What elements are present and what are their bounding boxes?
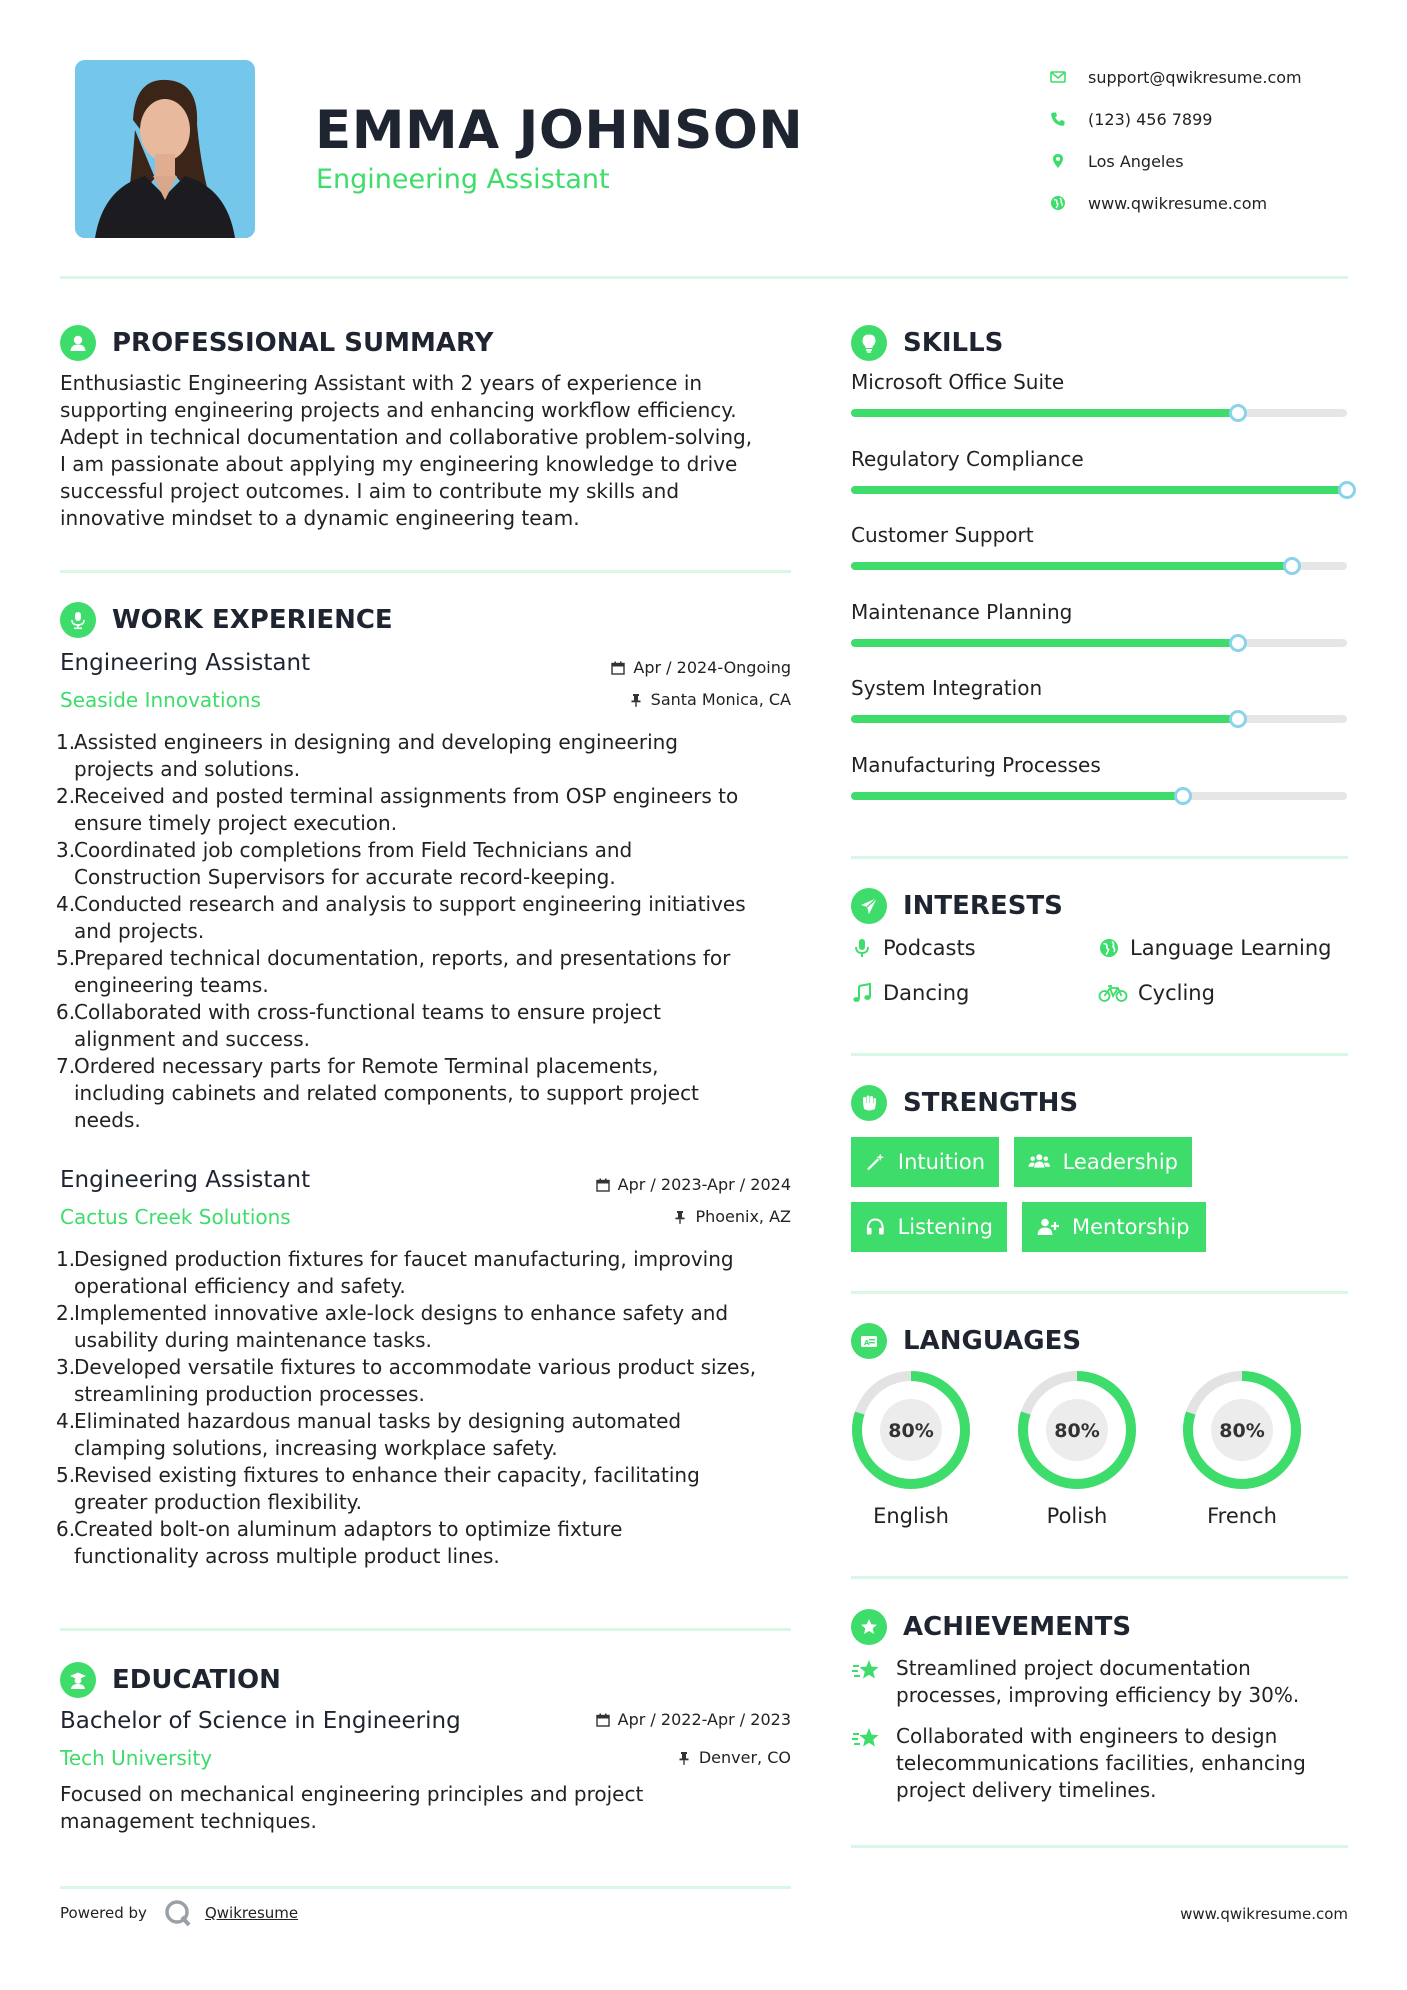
pin-icon [629, 693, 643, 707]
user-plus-icon [1036, 1216, 1060, 1238]
skill-bar-fill [851, 486, 1347, 494]
strengths-divider [851, 1291, 1348, 1294]
skill-name: Maintenance Planning [851, 599, 1073, 624]
education-description: Focused on mechanical engineering principles and project management techniques. [60, 1782, 644, 1833]
trophy-star-icon [851, 1609, 887, 1645]
paper-plane-icon [851, 888, 887, 924]
list-item: 1. Assisted engineers in designing and developing engineering projects and solutions. [56, 730, 679, 781]
list-item: 7. Ordered necessary parts for Remote Terminal placements, including cabinets and related components, to support project needs. [56, 1054, 699, 1132]
list-item: 3. Developed versatile fixtures to accommodate various product sizes, streamlining production processes. [56, 1355, 757, 1406]
list-item: 5. Revised existing fixtures to enhance their capacity, facilitating greater production flexibility. [56, 1463, 700, 1514]
users-icon [1028, 1151, 1051, 1173]
list-item: 6. Created bolt-on aluminum adaptors to optimize fixture functionality across multiple product lines. [56, 1517, 623, 1568]
list-item: 5. Prepared technical documentation, reports, and presentations for engineering teams. [56, 946, 731, 997]
microphone-icon [851, 937, 873, 959]
skill-item [851, 523, 1347, 570]
email-icon [1050, 69, 1088, 85]
graduate-icon [60, 1662, 96, 1698]
list-item: 2. Implemented innovative axle-lock designs to enhance safety and usability during maintenance tasks. [56, 1301, 729, 1352]
strength-listening: Listening [851, 1202, 1007, 1252]
skill-bar-knob [1174, 787, 1192, 805]
qwikresume-link[interactable]: Qwikresume [204, 1904, 299, 1922]
contact-phone[interactable]: (123) 456 7899 [1050, 98, 1350, 140]
list-item: 4. Conducted research and analysis to support engineering initiatives and projects. [56, 892, 746, 943]
skill-bar-knob [1229, 634, 1247, 652]
skill-bar-knob [1229, 404, 1247, 422]
calendar-icon [611, 661, 625, 675]
education-date: Apr / 2022-Apr / 2023 [480, 1710, 791, 1729]
contact-email[interactable]: support@qwikresume.com [1050, 56, 1350, 98]
phone-icon [1050, 111, 1088, 127]
education-location: Denver, CO [480, 1748, 791, 1767]
fist-icon [851, 1085, 887, 1121]
candidate-role: Engineering Assistant [316, 164, 610, 195]
education-degree: Bachelor of Science in Engineering [60, 1708, 461, 1734]
footer-powered-by: Powered by Qwikresume [60, 1898, 298, 1928]
magic-wand-icon [865, 1151, 886, 1173]
skill-name: Microsoft Office Suite [851, 370, 1065, 394]
skill-bar-fill [851, 715, 1238, 723]
education-divider [60, 1886, 791, 1889]
language-item [1015, 1368, 1139, 1528]
language-percent-label: 80% [1219, 1420, 1265, 1442]
strength-mentorship: Mentorship [1022, 1202, 1206, 1252]
skill-bar [851, 409, 1347, 417]
skill-bar [851, 639, 1347, 647]
skill-bar-fill [851, 562, 1292, 570]
header-divider [60, 276, 1348, 279]
contact-website[interactable]: www.qwikresume.com [1050, 182, 1350, 224]
interest-language-learning: Language Learning [1098, 936, 1331, 960]
achievement-item-1: Streamlined project documentation processes, improving efficiency by 30%. [851, 1655, 1351, 1709]
user-icon [60, 325, 96, 361]
language-ring [1180, 1368, 1304, 1492]
location-icon [1050, 153, 1088, 169]
calendar-icon [596, 1713, 610, 1727]
profile-photo [75, 60, 255, 238]
interest-dancing: Dancing [851, 981, 969, 1005]
globe-icon [1050, 195, 1088, 211]
skill-bar [851, 715, 1347, 723]
skill-name: System Integration [851, 676, 1043, 700]
achievements-heading: ACHIEVEMENTS [851, 1609, 1131, 1645]
star-icon [851, 1657, 881, 1685]
list-item: 1. Designed production fixtures for faucet manufacturing, improving operational efficiency and safety. [56, 1247, 734, 1298]
skill-bar-knob [1283, 557, 1301, 575]
qwikresume-logo-icon [163, 1898, 193, 1928]
list-item: 6. Collaborated with cross-functional teams to ensure project alignment and success. [56, 1000, 661, 1051]
summary-text: Enthusiastic Engineering Assistant with 2 years of experience in supporting engineering projects and enhancing workflow efficiency. Adept in technical documentation and collaborative problem-solving, I am passionate about applying my engineering knowledge to drive successful project outcomes. I aim to contribute my skills and innovative mindset to a dynamic engineering team. [60, 371, 753, 530]
job-2-location: Phoenix, AZ [480, 1207, 791, 1226]
skill-bar-fill [851, 639, 1238, 647]
language-ring [849, 1368, 973, 1492]
headphones-icon [865, 1216, 886, 1238]
education-school: Tech University [60, 1746, 213, 1770]
strengths-heading: STRENGTHS [851, 1085, 1078, 1121]
skill-name: Manufacturing Processes [851, 752, 1101, 777]
achievement-item-2: Collaborated with engineers to design telecommunications facilities, enhancing project delivery timelines. [851, 1723, 1351, 1804]
interest-podcasts: Podcasts [851, 936, 976, 960]
language-name: English [873, 1504, 949, 1528]
language-percent-label: 80% [1054, 1420, 1100, 1442]
skill-item [851, 370, 1347, 417]
skill-item [851, 676, 1347, 723]
language-item [1180, 1368, 1304, 1528]
language-name: Polish [1046, 1504, 1108, 1528]
strength-intuition: Intuition [851, 1137, 999, 1187]
language-item [849, 1368, 973, 1528]
skill-item [851, 447, 1347, 494]
summary-heading: PROFESSIONAL SUMMARY [60, 325, 493, 361]
list-item: 3. Coordinated job completions from Field Technicians and Construction Supervisors for accurate record-keeping. [56, 838, 633, 889]
skill-name: Regulatory Compliance [851, 446, 1084, 471]
skill-bar-fill [851, 409, 1238, 417]
job-2-bullets [56, 1246, 796, 1570]
job-1-title: Engineering Assistant [60, 650, 311, 676]
skill-item [851, 753, 1347, 800]
interests-divider [851, 1053, 1348, 1056]
achievements-divider [851, 1845, 1348, 1848]
job-1-date: Apr / 2024-Ongoing [480, 658, 791, 677]
pin-icon [673, 1210, 687, 1224]
job-2-title: Engineering Assistant [60, 1167, 311, 1193]
interest-cycling: Cycling [1098, 981, 1215, 1005]
languages-heading: A LANGUAGES [851, 1323, 1081, 1359]
skill-bar [851, 562, 1347, 570]
skill-name: Customer Support [851, 523, 1034, 547]
lightbulb-icon [851, 325, 887, 361]
job-1-company: Seaside Innovations [60, 688, 261, 712]
skill-bar [851, 792, 1347, 800]
skill-item [851, 600, 1347, 647]
language-percent-label: 80% [888, 1420, 934, 1442]
work-divider [60, 1628, 791, 1631]
contact-info [1050, 56, 1350, 224]
language-card-icon [851, 1323, 887, 1359]
pin-icon [677, 1751, 691, 1765]
job-2-date: Apr / 2023-Apr / 2024 [480, 1175, 791, 1194]
footer-website-link[interactable]: www.qwikresume.com [1180, 1905, 1348, 1923]
languages-divider [851, 1576, 1348, 1579]
candidate-name: EMMA JOHNSON [315, 100, 804, 161]
job-1-location: Santa Monica, CA [480, 690, 791, 709]
contact-location: Los Angeles [1050, 140, 1350, 182]
interests-heading: INTERESTS [851, 888, 1063, 924]
calendar-icon [596, 1178, 610, 1192]
job-1-bullets [56, 729, 796, 1134]
star-icon [851, 1725, 881, 1753]
skill-bar-knob [1338, 481, 1356, 499]
summary-divider [60, 570, 791, 573]
skills-heading: SKILLS [851, 325, 1003, 361]
skills-divider [851, 856, 1348, 859]
podium-icon [60, 602, 96, 638]
strength-leadership: Leadership [1014, 1137, 1192, 1187]
skill-bar [851, 486, 1347, 494]
skill-bar-knob [1229, 710, 1247, 728]
language-name: French [1207, 1504, 1277, 1528]
bicycle-icon [1098, 982, 1128, 1004]
language-ring [1015, 1368, 1139, 1492]
music-icon [851, 982, 873, 1004]
work-heading: WORK EXPERIENCE [60, 602, 393, 638]
list-item: 2. Received and posted terminal assignments from OSP engineers to ensure timely project execution. [56, 784, 739, 835]
list-item: 4. Eliminated hazardous manual tasks by designing automated clamping solutions, increasing workplace safety. [56, 1409, 682, 1460]
job-2-company: Cactus Creek Solutions [60, 1205, 291, 1229]
education-heading: EDUCATION [60, 1662, 281, 1698]
skill-bar-fill [851, 792, 1183, 800]
globe-icon [1098, 937, 1120, 959]
svg-text:A: A [864, 1339, 870, 1347]
